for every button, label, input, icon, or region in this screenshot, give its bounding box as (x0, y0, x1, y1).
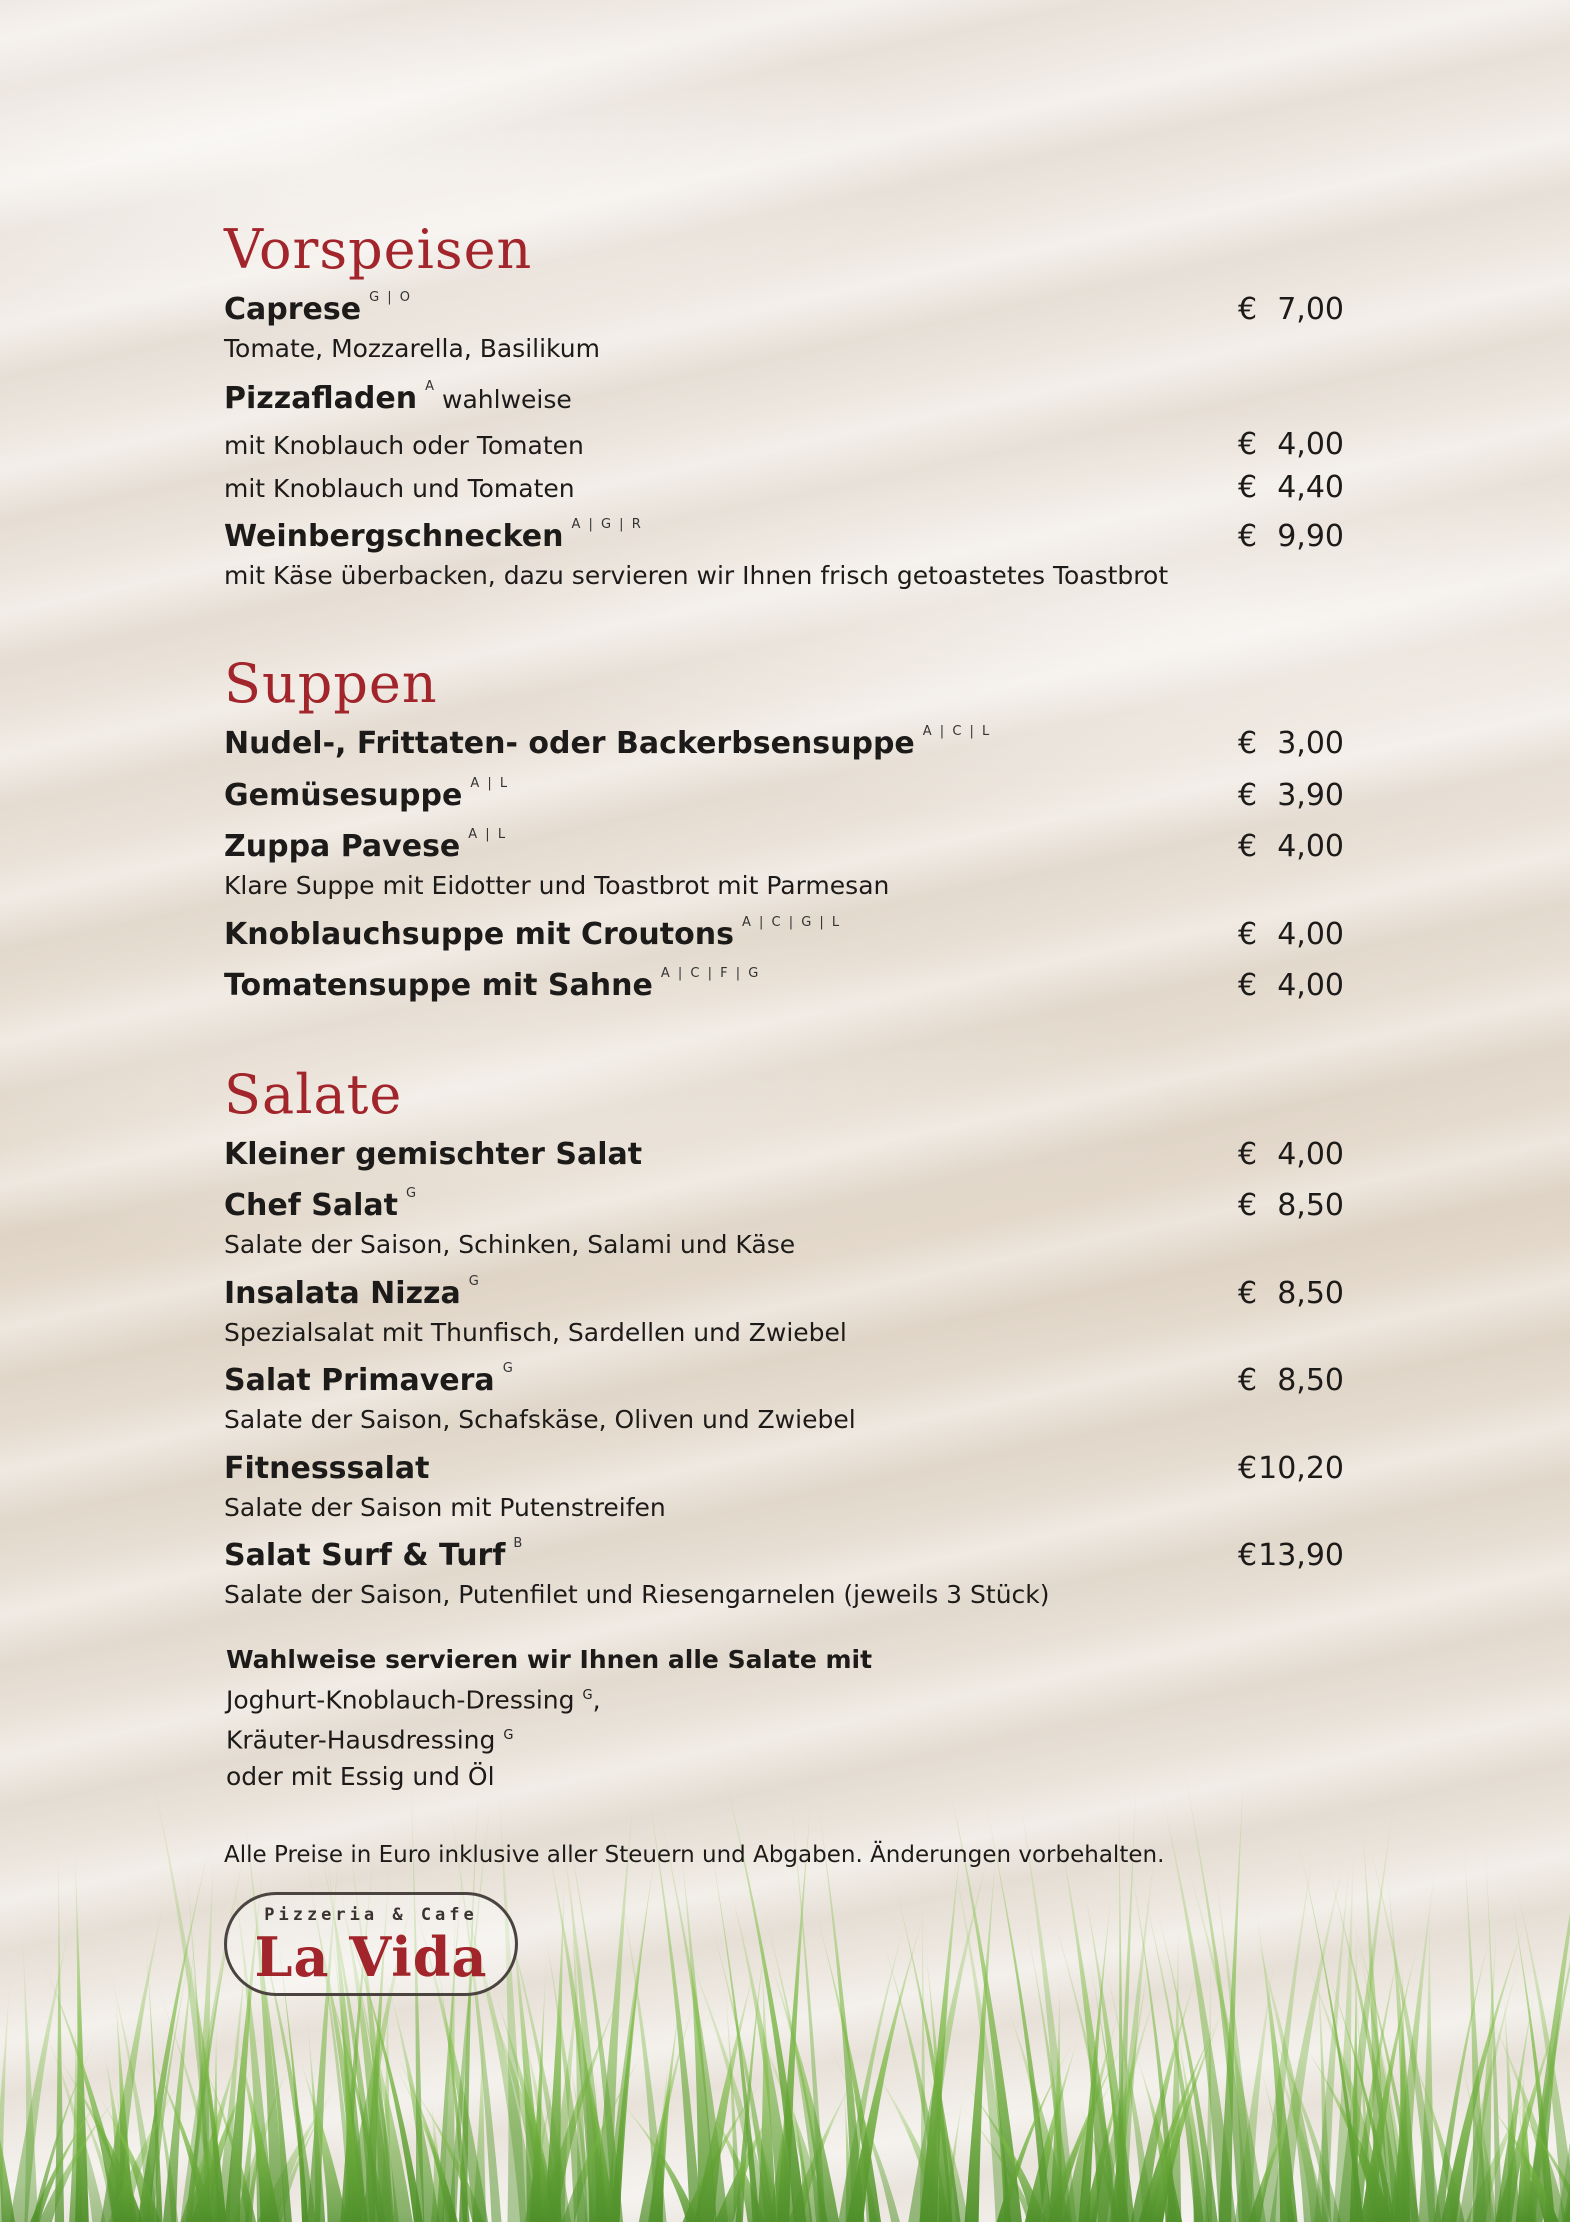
dressing-option: oder mit Essig und Öl (226, 1761, 495, 1791)
item-price (1238, 470, 1344, 505)
price-value: 13,90 (1258, 1538, 1344, 1573)
item-name (224, 519, 643, 554)
item-name (224, 1137, 642, 1172)
price-value: 8,50 (1277, 1363, 1344, 1398)
item-description: Salate der Saison, Schinken, Salami und Käse (224, 1230, 796, 1259)
item-price (1238, 778, 1344, 813)
menu-item (224, 1137, 1344, 1177)
item-title: Nudel-, Frittaten- oder Backerbsensuppe (224, 726, 915, 761)
price-value: 4,00 (1277, 427, 1344, 462)
dressing-option (226, 1678, 872, 1718)
price-value: 4,40 (1277, 470, 1344, 505)
item-name (224, 778, 509, 813)
item-price (1238, 968, 1344, 1003)
allergen-codes: A | C | F | G (660, 966, 761, 981)
price-value: 9,90 (1277, 519, 1344, 554)
allergen-codes: A | G | R (571, 517, 643, 532)
menu-item (224, 917, 1344, 957)
price-value: 4,00 (1277, 1137, 1344, 1172)
allergen-codes: G (405, 1186, 419, 1201)
allergen-codes: A | L (468, 827, 508, 842)
section-heading: Salate (224, 1063, 403, 1126)
dressing-note (226, 1642, 872, 1795)
item-title: Pizzafladen (224, 381, 418, 416)
item-title: Salat Primavera (224, 1363, 495, 1398)
section-heading: Vorspeisen (224, 218, 533, 281)
item-name (224, 1538, 524, 1573)
item-name (224, 829, 507, 864)
allergen-codes: A | C | L (922, 724, 992, 739)
item-title: Tomatensuppe mit Sahne (224, 968, 653, 1003)
menu-item (224, 827, 1344, 900)
allergen-codes: G (468, 1274, 481, 1289)
allergen-codes: A (425, 379, 437, 394)
item-price (1238, 292, 1344, 327)
price-value: 3,90 (1277, 778, 1344, 813)
price-value: 10,20 (1258, 1451, 1344, 1486)
menu-item (224, 726, 1344, 766)
item-description: mit Käse überbacken, dazu servieren wir Ihnen frisch getoastetes Toastbrot (224, 561, 1169, 590)
item-description: Salate der Saison mit Putenstreifen (224, 1493, 666, 1522)
item-name (224, 292, 412, 327)
menu-item (224, 1361, 1344, 1434)
currency-symbol: € (1238, 829, 1258, 864)
price-value: 8,50 (1277, 1276, 1344, 1311)
dressing-option-punct: , (592, 1685, 601, 1715)
menu-item (224, 427, 1344, 467)
allergen-codes: A | L (470, 776, 510, 791)
menu-item (224, 381, 1344, 421)
currency-symbol: € (1238, 1538, 1258, 1573)
menu-item (224, 1451, 1344, 1522)
dressing-option (226, 1718, 872, 1758)
allergen-codes: B (513, 1536, 525, 1551)
allergen-codes: G (582, 1688, 593, 1703)
menu-item (224, 1536, 1344, 1609)
allergen-codes: G (503, 1728, 514, 1744)
currency-symbol: € (1238, 470, 1258, 505)
item-name (224, 1363, 515, 1398)
item-title: Salat Surf & Turf (224, 1538, 506, 1573)
logo-subtitle: Pizzeria & Cafe (264, 1905, 478, 1925)
item-description: Spezialsalat mit Thunfisch, Sardellen und Zwiebel (224, 1318, 847, 1347)
currency-symbol: € (1238, 917, 1258, 952)
item-name (224, 381, 572, 416)
currency-symbol: € (1238, 292, 1258, 327)
item-price (1238, 829, 1344, 864)
currency-symbol: € (1238, 1451, 1258, 1486)
item-name (224, 1188, 418, 1223)
currency-symbol: € (1238, 519, 1258, 554)
currency-symbol: € (1238, 1137, 1258, 1172)
item-title: Insalata Nizza (224, 1276, 461, 1311)
item-description: Salate der Saison, Putenfilet und Riesengarnelen (jeweils 3 Stück) (224, 1580, 1050, 1609)
item-title: Chef Salat (224, 1188, 398, 1223)
currency-symbol: € (1238, 1276, 1258, 1311)
menu-item (224, 1274, 1344, 1347)
menu-item (224, 1186, 1344, 1259)
currency-symbol: € (1238, 778, 1258, 813)
logo-title: La Vida (254, 1925, 488, 1989)
currency-symbol: € (1238, 1363, 1258, 1398)
item-title: Zuppa Pavese (224, 829, 461, 864)
item-price (1238, 1276, 1344, 1311)
price-value: 4,00 (1277, 829, 1344, 864)
item-price (1238, 726, 1344, 761)
item-description: Salate der Saison, Schafskäse, Oliven und Zwiebel (224, 1405, 856, 1434)
item-price (1238, 427, 1344, 462)
item-price (1238, 1538, 1344, 1573)
item-description: mit Knoblauch und Tomaten (224, 474, 575, 503)
allergen-codes: G | O (369, 290, 413, 305)
item-name (224, 968, 760, 1003)
item-name (224, 1451, 430, 1486)
price-value: 3,00 (1277, 726, 1344, 761)
item-price (1238, 1363, 1344, 1398)
item-price (1238, 1451, 1344, 1486)
item-name (224, 917, 841, 952)
item-price (1238, 1188, 1344, 1223)
item-title: Caprese (224, 292, 362, 327)
item-description: Klare Suppe mit Eidotter und Toastbrot mit Parmesan (224, 871, 890, 900)
allergen-codes: G (502, 1361, 515, 1376)
price-value: 7,00 (1277, 292, 1344, 327)
menu-item (224, 470, 1344, 510)
item-name (224, 1276, 481, 1311)
item-description: Tomate, Mozzarella, Basilikum (224, 334, 600, 363)
dressing-option-label: Kräuter-Hausdressing (226, 1725, 496, 1755)
allergen-codes: A | C | G | L (741, 915, 842, 930)
la-vida-logo (224, 1892, 518, 1996)
grass-decoration (0, 1760, 1570, 2222)
dressing-note-heading: Wahlweise servieren wir Ihnen alle Salate mit (226, 1645, 873, 1674)
item-title: Fitnesssalat (224, 1451, 430, 1486)
item-price (1238, 1137, 1344, 1172)
currency-symbol: € (1238, 968, 1258, 1003)
item-price (1238, 917, 1344, 952)
currency-symbol: € (1238, 1188, 1258, 1223)
item-name (224, 726, 991, 761)
menu-item (224, 968, 1344, 1008)
item-title: Kleiner gemischter Salat (224, 1137, 643, 1172)
currency-symbol: € (1238, 427, 1258, 462)
item-title: Knoblauchsuppe mit Croutons (224, 917, 734, 952)
price-value: 4,00 (1277, 917, 1344, 952)
section-heading: Suppen (224, 652, 438, 715)
item-description: mit Knoblauch oder Tomaten (224, 431, 584, 460)
item-extra: wahlweise (442, 385, 572, 414)
item-title: Weinbergschnecken (224, 519, 564, 554)
currency-symbol: € (1238, 726, 1258, 761)
menu-item (224, 778, 1344, 818)
item-title: Gemüsesuppe (224, 778, 463, 813)
dressing-option-label: Joghurt-Knoblauch-Dressing (226, 1685, 575, 1715)
item-price (1238, 519, 1344, 554)
price-value: 8,50 (1277, 1188, 1344, 1223)
price-disclaimer: Alle Preise in Euro inklusive aller Steuern und Abgaben. Änderungen vorbehalten. (224, 1842, 1165, 1868)
menu-item (224, 290, 1344, 363)
price-value: 4,00 (1277, 968, 1344, 1003)
menu-item (224, 517, 1344, 590)
